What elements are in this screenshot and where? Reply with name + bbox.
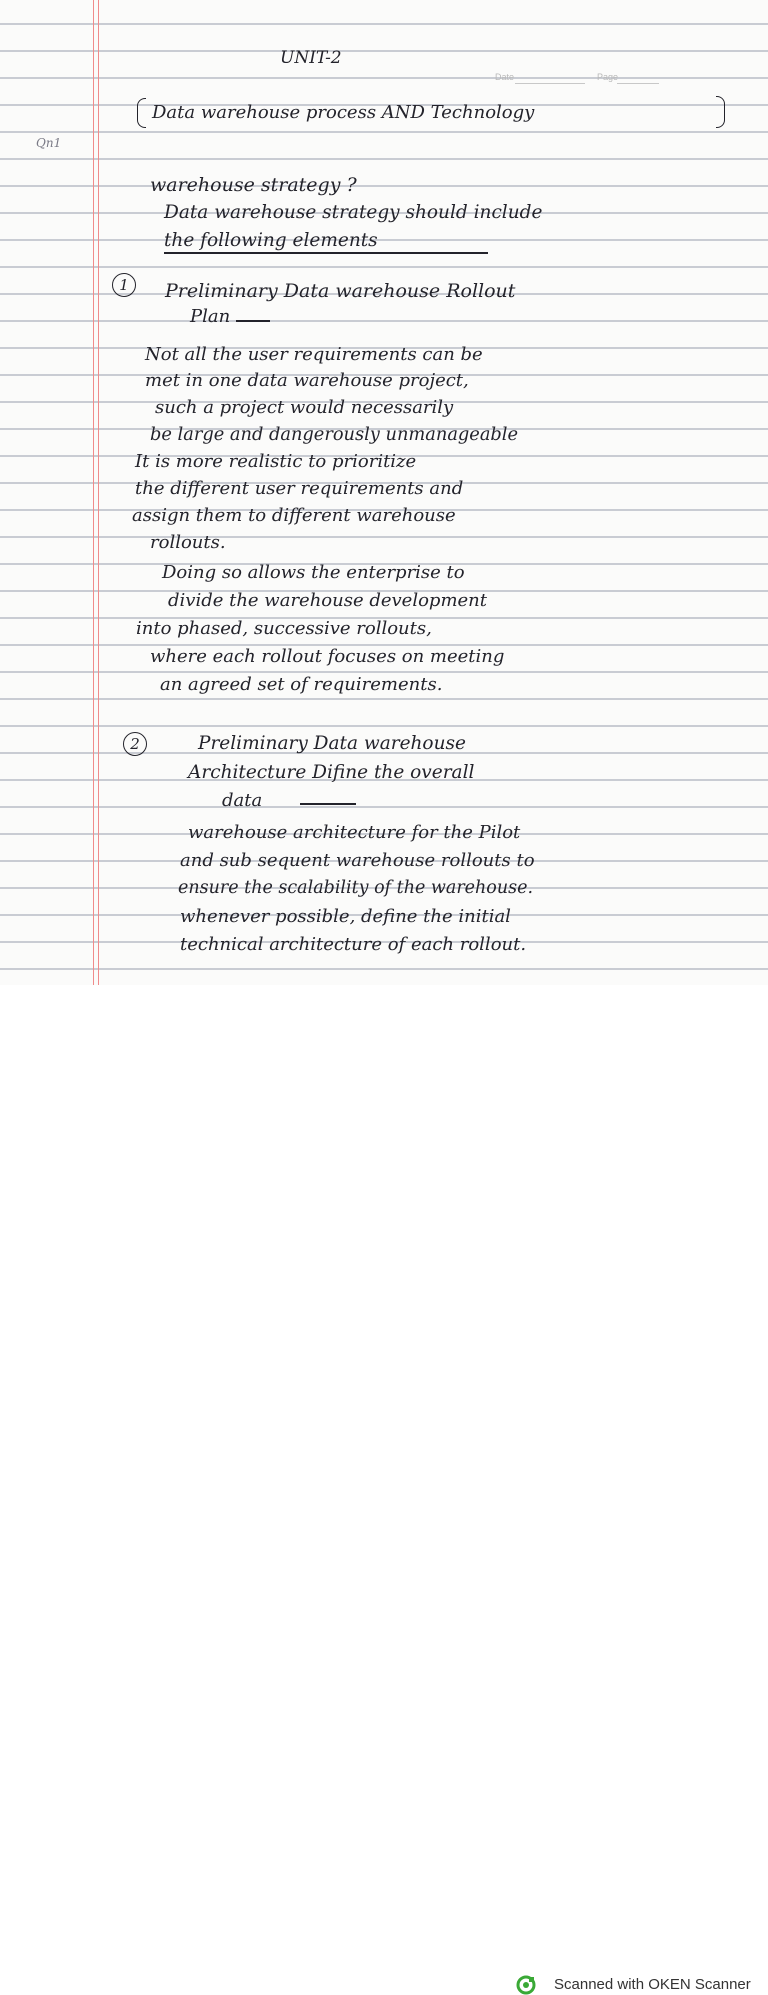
item1-title: Preliminary Data warehouse Rollout xyxy=(165,280,516,302)
body-line: Not all the user requirements can be xyxy=(145,344,483,365)
body-line: such a project would necessarily xyxy=(155,397,454,418)
unit-heading: UNIT-2 xyxy=(280,48,342,68)
intro-line: the following elements xyxy=(164,230,378,251)
notebook-page xyxy=(0,0,768,985)
title-dash xyxy=(236,320,270,322)
item1-title-cont: Plan xyxy=(190,306,231,327)
intro-line: Data warehouse strategy should include xyxy=(164,202,543,223)
item-number-2: 2 xyxy=(123,732,147,756)
item2-title-cont: data xyxy=(222,790,263,811)
page-line xyxy=(617,83,659,84)
body-line: where each rollout focuses on meeting xyxy=(150,646,505,667)
oken-scanner-logo-icon xyxy=(516,1975,536,1995)
body-line: divide the warehouse development xyxy=(168,590,487,611)
left-bracket xyxy=(137,98,146,128)
body-line: warehouse architecture for the Pilot xyxy=(188,822,521,843)
margin-note: Qn1 xyxy=(36,136,62,150)
margin-line xyxy=(98,0,99,985)
body-line: be large and dangerously unmanageable xyxy=(150,424,519,445)
body-line: assign them to different warehouse xyxy=(132,505,456,526)
body-line: technical architecture of each rollout. xyxy=(180,934,527,955)
body-line: whenever possible, define the initial xyxy=(180,906,511,927)
body-line: Doing so allows the enterprise to xyxy=(162,562,465,583)
scanner-brand-text: Scanned with OKEN Scanner xyxy=(554,1976,751,1993)
margin-line xyxy=(93,0,94,985)
page-title: Data warehouse process AND Technology xyxy=(152,102,535,123)
body-line: rollouts. xyxy=(150,532,226,553)
right-bracket xyxy=(716,96,725,128)
item-number-1: 1 xyxy=(112,273,136,297)
body-line: into phased, successive rollouts, xyxy=(136,618,432,639)
date-label: Date xyxy=(495,72,515,82)
intro-underline xyxy=(164,252,488,254)
body-line: It is more realistic to prioritize xyxy=(135,451,417,472)
body-line: an agreed set of requirements. xyxy=(160,674,443,695)
scanner-footer xyxy=(0,985,768,1993)
body-line: ensure the scalability of the warehouse. xyxy=(178,878,534,898)
title-dash xyxy=(300,803,356,805)
body-line: met in one data warehouse project, xyxy=(145,370,469,391)
body-line: and sub sequent warehouse rollouts to xyxy=(180,850,535,871)
item2-title-cont: Architecture Difine the overall xyxy=(188,762,475,783)
item2-title: Preliminary Data warehouse xyxy=(198,733,466,754)
question-line: warehouse strategy ? xyxy=(150,174,357,196)
date-line xyxy=(515,83,585,84)
page-label: Page xyxy=(597,72,619,82)
body-line: the different user requirements and xyxy=(135,478,464,499)
